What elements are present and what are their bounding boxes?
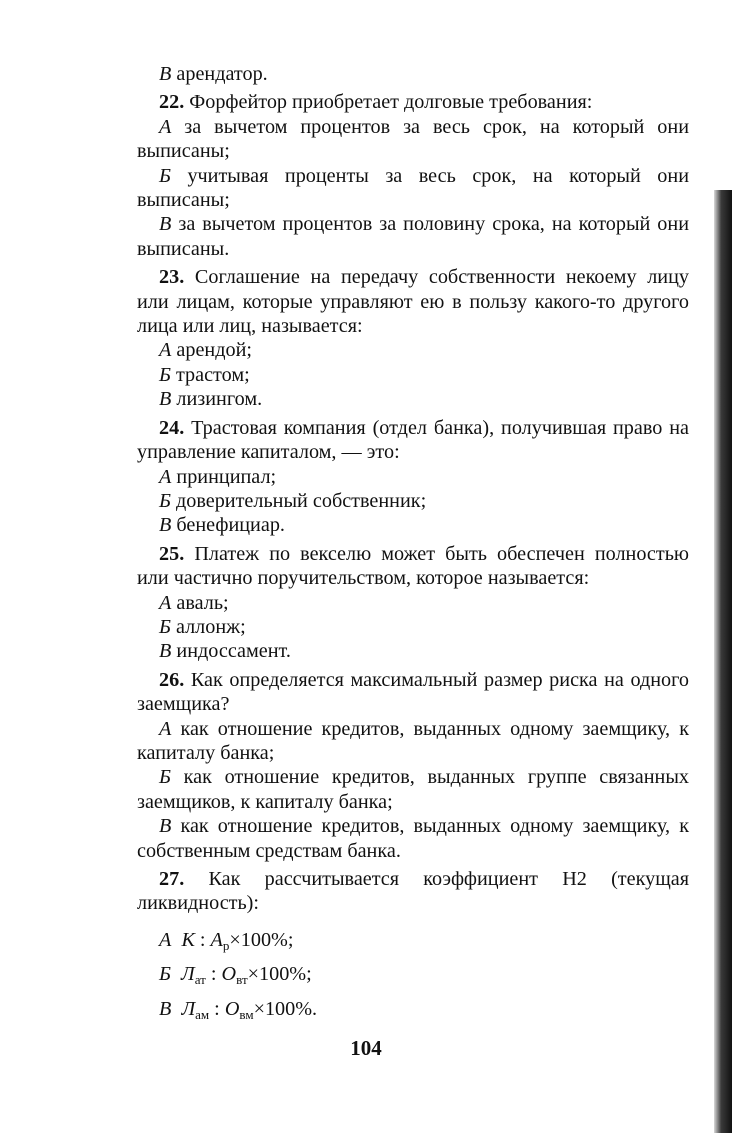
option-text: аваль; [176, 591, 229, 614]
option-text: как отношение кредитов, выданных группе связанных заемщиков, к капиталу банка; [137, 766, 689, 813]
question-number: 27. [159, 868, 185, 890]
answer-option [137, 513, 689, 537]
question-number: 24. [159, 416, 185, 439]
answer-option [137, 212, 689, 261]
option-text: бенефициар. [176, 514, 285, 537]
question-paragraph [137, 90, 689, 114]
question-text: Как рассчитывается коэффициент Н2 (текущая ликвидность): [137, 868, 689, 915]
option-letter: Б [159, 489, 171, 512]
option-letter: В [159, 63, 172, 85]
answer-option [137, 615, 689, 639]
formula-tail: ×100%; [247, 963, 312, 986]
question-text: Трастовая компания (отдел банка), получившая право на управление капиталом, — это: [137, 416, 689, 464]
option-letter: Б [159, 363, 171, 386]
answer-option [137, 62, 689, 86]
scan-shadow-edge [714, 190, 732, 1133]
option-letter: А [159, 465, 172, 488]
formula-option: В $Л_{ам}$ : $О_{вм}\times 100\%$. [159, 997, 318, 1022]
option-letter: В [159, 640, 172, 663]
question-text: Платеж по векселю может быть обеспечен полностью или частично поручительством, которое называется: [137, 542, 690, 590]
answer-option [137, 164, 689, 213]
option-text: арендой; [176, 339, 252, 362]
question-text: Форфейтор приобретает долговые требования: [189, 91, 593, 114]
formula-tail: ×100%; [229, 928, 294, 951]
answer-option [137, 639, 689, 663]
formula-lhs: К [181, 928, 195, 951]
option-letter: А [159, 717, 172, 740]
answer-option [137, 465, 689, 489]
answer-option [137, 814, 689, 863]
page-number: 104 [350, 1036, 382, 1060]
option-text: как отношение кредитов, выданных одному заемщику, к собственным средствам банка. [137, 815, 689, 862]
answer-option [137, 489, 689, 513]
answer-option [137, 338, 689, 362]
formula-lhs: Л [181, 997, 196, 1020]
question-paragraph [137, 542, 689, 591]
question-number: 22. [159, 91, 185, 114]
formula-list [137, 928, 689, 1021]
option-letter: Б [159, 164, 171, 187]
text-body [137, 62, 689, 916]
formula-lhs-sub: ат [194, 972, 206, 988]
formula-tail: ×100%. [253, 997, 318, 1020]
question-number: 23. [159, 266, 185, 289]
option-text: индоссамент. [176, 640, 291, 663]
question-number: 25. [159, 542, 185, 565]
option-text: за вычетом процентов за половину срока, на который они выписаны. [137, 213, 690, 260]
formula-rhs-sub: вм [239, 1006, 254, 1022]
option-letter: В [159, 388, 172, 411]
formula-rhs-sub: р [222, 937, 230, 953]
answer-option [137, 115, 689, 164]
option-letter: В [159, 815, 172, 838]
formula-rhs-sub: вт [236, 972, 248, 988]
formula-lhs: Л [181, 963, 195, 986]
option-letter: А [159, 591, 172, 614]
question-paragraph [137, 668, 689, 717]
option-text: арендатор. [176, 63, 268, 85]
answer-option [137, 387, 689, 411]
option-letter: А [159, 928, 172, 951]
option-text: аллонж; [175, 615, 246, 638]
answer-option [137, 363, 689, 387]
question-paragraph [137, 867, 689, 916]
option-letter: В [159, 514, 172, 537]
option-text: учитывая проценты за весь срок, на который они выписаны; [137, 164, 690, 212]
formula-rhs: А [210, 928, 223, 951]
formula-option: А К : $А_р\times 100\%$; [159, 928, 294, 953]
answer-option [137, 765, 689, 814]
question-text: Соглашение на передачу собственности некоему лицу или лицам, которые управляют ею в пользу какого-то другого лица или лиц, называется: [137, 266, 689, 338]
option-text: как отношение кредитов, выданных одному заемщику, к капиталу банка; [137, 717, 689, 764]
option-letter: Б [159, 963, 171, 986]
formula-option: Б $Л_{ат}$ : $О_{вт}\times 100\%$; [159, 963, 312, 988]
option-letter: Б [159, 615, 171, 638]
option-letter: А [159, 339, 172, 362]
document-page [137, 62, 689, 1021]
answer-option [137, 591, 689, 615]
option-text: трастом; [175, 363, 250, 386]
option-letter: Б [159, 766, 171, 789]
formula-lhs-sub: ам [195, 1006, 210, 1022]
option-letter: В [159, 213, 172, 236]
option-text: принципал; [176, 465, 277, 488]
option-letter: В [159, 997, 172, 1020]
option-text: лизингом. [176, 388, 263, 411]
option-text: за вычетом процентов за весь срок, на который они выписаны; [137, 115, 689, 163]
formula-rhs: О [221, 963, 237, 986]
option-text: доверительный собственник; [175, 489, 427, 512]
question-paragraph [137, 265, 689, 338]
question-text: Как определяется максимальный размер риска на одного заемщика? [137, 668, 689, 716]
option-letter: А [159, 115, 172, 138]
answer-option [137, 717, 689, 766]
question-paragraph [137, 416, 689, 465]
formula-rhs: О [224, 997, 240, 1020]
question-number: 26. [159, 668, 185, 691]
